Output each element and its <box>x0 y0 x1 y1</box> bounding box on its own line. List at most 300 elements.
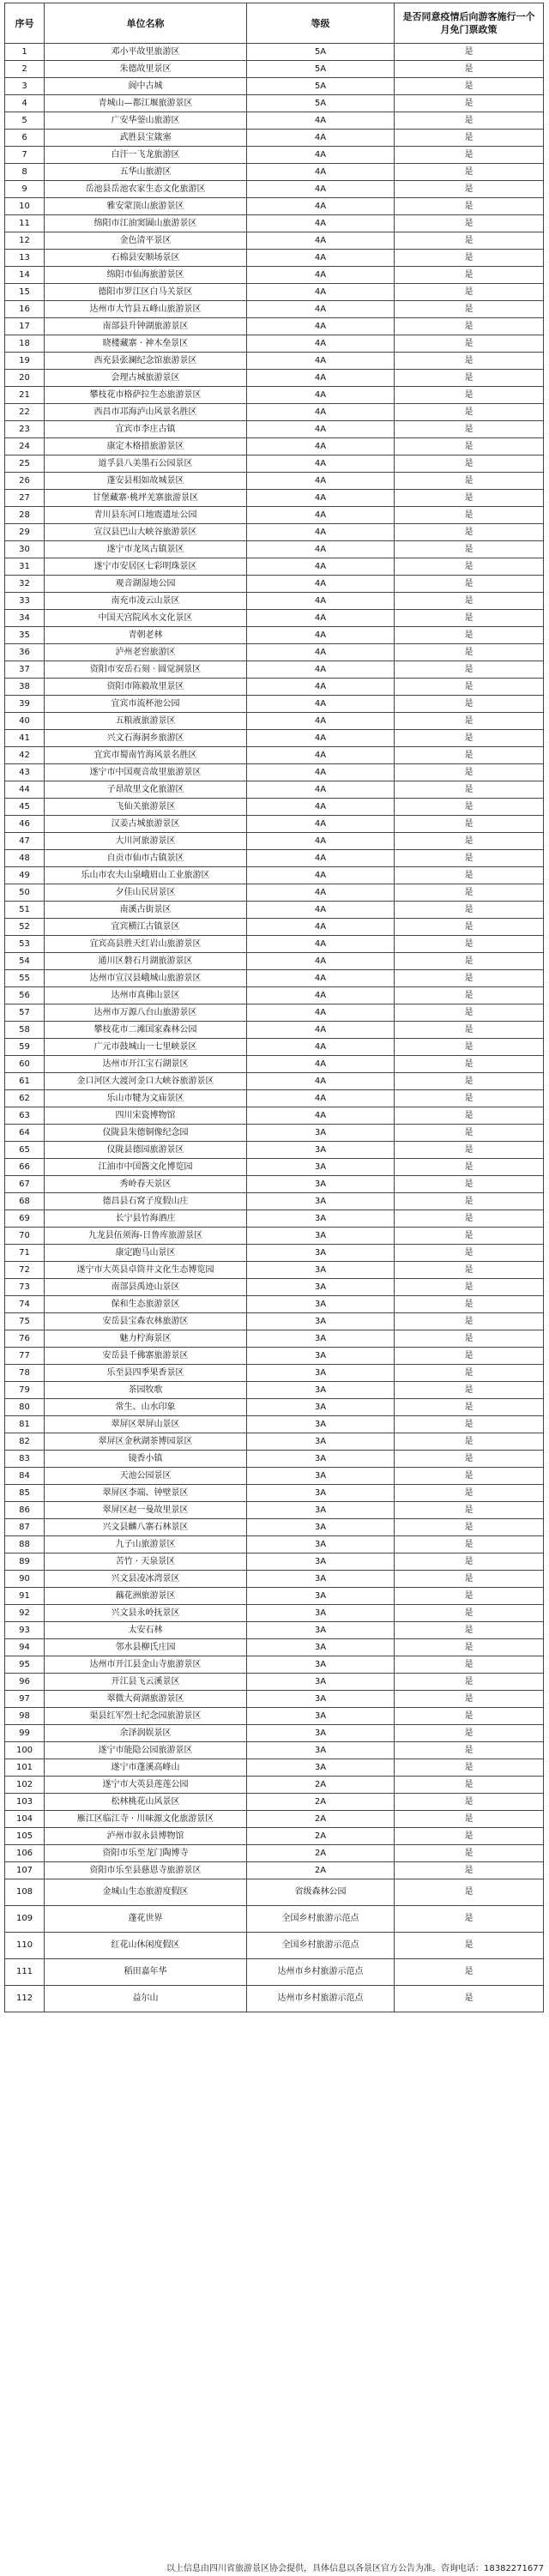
table-row <box>5 610 544 627</box>
cell-unit-name: 翠微大荷湖旅游景区 <box>45 1691 247 1708</box>
cell-unit-name: 九龙县伍须海-日鲁库旅游景区 <box>45 1228 247 1245</box>
cell-index: 80 <box>5 1399 45 1416</box>
cell-index: 75 <box>5 1313 45 1330</box>
table-row <box>5 1107 544 1125</box>
cell-free-policy: 是 <box>395 1986 544 2012</box>
cell-unit-name: 兴文县凌冰湾景区 <box>45 1571 247 1588</box>
cell-grade: 4A <box>247 490 395 507</box>
cell-index: 5 <box>5 112 45 130</box>
table-row <box>5 455 544 473</box>
table-row <box>5 284 544 301</box>
cell-unit-name: 南部县禹迹山景区 <box>45 1279 247 1296</box>
cell-index: 71 <box>5 1245 45 1262</box>
cell-index: 25 <box>5 455 45 473</box>
cell-index: 55 <box>5 970 45 987</box>
cell-unit-name: 兴文石海洞乡旅游区 <box>45 730 247 747</box>
cell-unit-name: 五粮液旅游景区 <box>45 713 247 730</box>
cell-grade: 5A <box>247 78 395 95</box>
cell-grade: 5A <box>247 95 395 112</box>
cell-index: 43 <box>5 764 45 781</box>
cell-free-policy: 是 <box>395 1210 544 1228</box>
cell-index: 42 <box>5 747 45 764</box>
table-row <box>5 1845 544 1862</box>
cell-grade: 3A <box>247 1348 395 1365</box>
cell-unit-name: 阆中古城 <box>45 78 247 95</box>
cell-grade: 4A <box>247 112 395 130</box>
cell-free-policy: 是 <box>395 421 544 438</box>
cell-grade: 4A <box>247 164 395 181</box>
cell-grade: 4A <box>247 250 395 267</box>
table-row <box>5 953 544 970</box>
table-container <box>4 3 543 2012</box>
cell-free-policy: 是 <box>395 1416 544 1433</box>
cell-grade: 3A <box>247 1451 395 1468</box>
cell-index: 108 <box>5 1879 45 1906</box>
cell-free-policy: 是 <box>395 318 544 335</box>
cell-free-policy: 是 <box>395 1485 544 1502</box>
cell-unit-name: 广元市鼓城山一七里峡景区 <box>45 1039 247 1056</box>
cell-unit-name: 甘堡藏寨·桃坪羌寨旅游景区 <box>45 490 247 507</box>
cell-index: 28 <box>5 507 45 524</box>
cell-unit-name: 雅安蒙顶山旅游景区 <box>45 198 247 215</box>
cell-free-policy: 是 <box>395 1262 544 1279</box>
cell-free-policy: 是 <box>395 198 544 215</box>
cell-unit-name: 达州市真佛山景区 <box>45 987 247 1004</box>
table-row <box>5 661 544 679</box>
table-row <box>5 1485 544 1502</box>
cell-grade: 4A <box>247 524 395 541</box>
cell-free-policy: 是 <box>395 1039 544 1056</box>
cell-unit-name: 宜宾市蜀南竹海风景名胜区 <box>45 747 247 764</box>
cell-index: 90 <box>5 1571 45 1588</box>
table-row <box>5 130 544 147</box>
cell-free-policy: 是 <box>395 1245 544 1262</box>
cell-index: 73 <box>5 1279 45 1296</box>
cell-unit-name: 开江县飞云溪景区 <box>45 1674 247 1691</box>
cell-unit-name: 青朝老林 <box>45 627 247 644</box>
cell-free-policy: 是 <box>395 1451 544 1468</box>
table-row <box>5 1862 544 1879</box>
cell-free-policy: 是 <box>395 490 544 507</box>
cell-free-policy: 是 <box>395 902 544 919</box>
table-row <box>5 1777 544 1794</box>
cell-grade: 4A <box>247 198 395 215</box>
cell-free-policy: 是 <box>395 730 544 747</box>
cell-unit-name: 稻田嘉年华 <box>45 1959 247 1986</box>
cell-grade: 4A <box>247 455 395 473</box>
table-row <box>5 1933 544 1959</box>
cell-grade: 4A <box>247 541 395 558</box>
header-row <box>5 3 544 44</box>
cell-unit-name: 安岳县千佛寨旅游景区 <box>45 1348 247 1365</box>
cell-grade: 4A <box>247 421 395 438</box>
cell-free-policy: 是 <box>395 1073 544 1090</box>
cell-unit-name: 晓楼藏寨 · 神木垒景区 <box>45 335 247 353</box>
cell-unit-name: 达州市万源八台山旅游景区 <box>45 1004 247 1022</box>
cell-free-policy: 是 <box>395 44 544 61</box>
table-row <box>5 644 544 661</box>
cell-unit-name: 遂宁市能隐公园旅游景区 <box>45 1742 247 1759</box>
cell-free-policy: 是 <box>395 1828 544 1845</box>
cell-index: 2 <box>5 61 45 78</box>
cell-free-policy: 是 <box>395 1296 544 1313</box>
table-row <box>5 850 544 867</box>
cell-free-policy: 是 <box>395 884 544 902</box>
cell-index: 58 <box>5 1022 45 1039</box>
cell-grade: 3A <box>247 1519 395 1536</box>
table-row <box>5 1959 544 1986</box>
table-row <box>5 1468 544 1485</box>
table-row <box>5 507 544 524</box>
cell-grade: 4A <box>247 730 395 747</box>
cell-grade: 3A <box>247 1330 395 1348</box>
cell-unit-name: 观音湖湿地公园 <box>45 576 247 593</box>
table-row <box>5 1571 544 1588</box>
cell-grade: 3A <box>247 1228 395 1245</box>
cell-index: 112 <box>5 1986 45 2012</box>
cell-unit-name: 安岳县宝森农林旅游区 <box>45 1313 247 1330</box>
cell-grade: 4A <box>247 318 395 335</box>
cell-grade: 4A <box>247 816 395 833</box>
cell-grade: 3A <box>247 1176 395 1193</box>
cell-unit-name: 仪陇县朱德铜像纪念园 <box>45 1125 247 1142</box>
table-row <box>5 1022 544 1039</box>
cell-index: 65 <box>5 1142 45 1159</box>
cell-index: 85 <box>5 1485 45 1502</box>
cell-grade: 达州市乡村旅游示范点 <box>247 1959 395 1986</box>
cell-free-policy: 是 <box>395 1468 544 1485</box>
table-row <box>5 267 544 284</box>
cell-index: 33 <box>5 593 45 610</box>
cell-grade: 3A <box>247 1605 395 1622</box>
cell-grade: 4A <box>247 644 395 661</box>
table-row <box>5 181 544 198</box>
cell-index: 38 <box>5 679 45 696</box>
cell-index: 32 <box>5 576 45 593</box>
table-row <box>5 164 544 181</box>
table-row <box>5 1536 544 1553</box>
cell-free-policy: 是 <box>395 850 544 867</box>
cell-unit-name: 余泽润娱景区 <box>45 1725 247 1742</box>
table-row <box>5 1691 544 1708</box>
cell-grade: 2A <box>247 1845 395 1862</box>
cell-grade: 4A <box>247 1004 395 1022</box>
cell-grade: 3A <box>247 1210 395 1228</box>
table-row <box>5 387 544 404</box>
cell-grade: 4A <box>247 147 395 164</box>
cell-grade: 4A <box>247 181 395 198</box>
cell-free-policy: 是 <box>395 1708 544 1725</box>
cell-grade: 4A <box>247 576 395 593</box>
table-row <box>5 936 544 953</box>
cell-index: 35 <box>5 627 45 644</box>
table-row <box>5 404 544 421</box>
cell-unit-name: 仪陇县德园旅游景区 <box>45 1142 247 1159</box>
table-row <box>5 867 544 884</box>
cell-index: 50 <box>5 884 45 902</box>
cell-index: 6 <box>5 130 45 147</box>
cell-grade: 5A <box>247 44 395 61</box>
table-row <box>5 1433 544 1451</box>
cell-index: 4 <box>5 95 45 112</box>
cell-index: 34 <box>5 610 45 627</box>
cell-index: 106 <box>5 1845 45 1862</box>
cell-free-policy: 是 <box>395 95 544 112</box>
cell-index: 22 <box>5 404 45 421</box>
table-row <box>5 1296 544 1313</box>
cell-grade: 3A <box>247 1674 395 1691</box>
cell-free-policy: 是 <box>395 593 544 610</box>
table-row <box>5 1193 544 1210</box>
cell-index: 99 <box>5 1725 45 1742</box>
cell-grade: 3A <box>247 1125 395 1142</box>
cell-unit-name: 金城山生态旅游度假区 <box>45 1879 247 1906</box>
cell-unit-name: 宜宾市流杯池公园 <box>45 696 247 713</box>
cell-grade: 3A <box>247 1245 395 1262</box>
cell-unit-name: 朱德故里景区 <box>45 61 247 78</box>
cell-unit-name: 白汗一飞龙旅游区 <box>45 147 247 164</box>
table-row <box>5 61 544 78</box>
cell-index: 81 <box>5 1416 45 1433</box>
table-row <box>5 1725 544 1742</box>
header-unit-name: 单位名称 <box>45 3 247 44</box>
cell-index: 89 <box>5 1553 45 1571</box>
cell-grade: 4A <box>247 267 395 284</box>
cell-grade: 4A <box>247 902 395 919</box>
cell-unit-name: 太安石林 <box>45 1622 247 1639</box>
table-row <box>5 970 544 987</box>
table-row <box>5 1605 544 1622</box>
cell-free-policy: 是 <box>395 610 544 627</box>
cell-grade: 3A <box>247 1708 395 1725</box>
cell-free-policy: 是 <box>395 250 544 267</box>
table-row <box>5 764 544 781</box>
cell-unit-name: 金口河区大渡河金口大峡谷旅游景区 <box>45 1073 247 1090</box>
cell-free-policy: 是 <box>395 267 544 284</box>
cell-free-policy: 是 <box>395 1571 544 1588</box>
cell-unit-name: 广安华蓥山旅游区 <box>45 112 247 130</box>
cell-unit-name: 乐至县四季果香景区 <box>45 1365 247 1382</box>
cell-free-policy: 是 <box>395 284 544 301</box>
table-row <box>5 1142 544 1159</box>
cell-grade: 4A <box>247 884 395 902</box>
cell-index: 61 <box>5 1073 45 1090</box>
cell-unit-name: 夕佳山民居景区 <box>45 884 247 902</box>
table-row <box>5 884 544 902</box>
cell-unit-name: 魅力柠海景区 <box>45 1330 247 1348</box>
cell-grade: 4A <box>247 781 395 799</box>
cell-free-policy: 是 <box>395 1605 544 1622</box>
cell-unit-name: 达州市宣汉县峨城山旅游景区 <box>45 970 247 987</box>
cell-index: 10 <box>5 198 45 215</box>
cell-index: 54 <box>5 953 45 970</box>
cell-free-policy: 是 <box>395 1933 544 1959</box>
cell-free-policy: 是 <box>395 507 544 524</box>
cell-grade: 3A <box>247 1536 395 1553</box>
table-row <box>5 1879 544 1906</box>
table-body <box>5 44 544 2012</box>
cell-unit-name: 松林桃花山风景区 <box>45 1794 247 1811</box>
cell-index: 56 <box>5 987 45 1004</box>
cell-free-policy: 是 <box>395 1176 544 1193</box>
cell-free-policy: 是 <box>395 781 544 799</box>
cell-free-policy: 是 <box>395 558 544 576</box>
cell-index: 48 <box>5 850 45 867</box>
table-row <box>5 1399 544 1416</box>
cell-grade: 4A <box>247 130 395 147</box>
cell-grade: 3A <box>247 1656 395 1674</box>
cell-unit-name: 遂宁市大英县卓筒井文化生态博览园 <box>45 1262 247 1279</box>
cell-unit-name: 飞仙关旅游景区 <box>45 799 247 816</box>
cell-grade: 3A <box>247 1142 395 1159</box>
cell-free-policy: 是 <box>395 164 544 181</box>
cell-unit-name: 益尔山 <box>45 1986 247 2012</box>
cell-unit-name: 九子山旅游景区 <box>45 1536 247 1553</box>
table-row <box>5 713 544 730</box>
cell-unit-name: 中国天宫院风水文化景区 <box>45 610 247 627</box>
table-row <box>5 919 544 936</box>
cell-unit-name: 攀枝花市格萨拉生态旅游景区 <box>45 387 247 404</box>
table-row <box>5 747 544 764</box>
cell-free-policy: 是 <box>395 1674 544 1691</box>
cell-grade: 4A <box>247 1073 395 1090</box>
cell-index: 3 <box>5 78 45 95</box>
cell-index: 17 <box>5 318 45 335</box>
cell-free-policy: 是 <box>395 713 544 730</box>
cell-free-policy: 是 <box>395 987 544 1004</box>
cell-free-policy: 是 <box>395 936 544 953</box>
table-row <box>5 524 544 541</box>
cell-unit-name: 兴文县永岭抚景区 <box>45 1605 247 1622</box>
cell-grade: 3A <box>247 1433 395 1451</box>
cell-unit-name: 南部县升钟湖旅游景区 <box>45 318 247 335</box>
cell-index: 16 <box>5 301 45 318</box>
cell-grade: 4A <box>247 558 395 576</box>
cell-index: 93 <box>5 1622 45 1639</box>
cell-grade: 3A <box>247 1399 395 1416</box>
table-row <box>5 541 544 558</box>
cell-index: 97 <box>5 1691 45 1708</box>
cell-free-policy: 是 <box>395 1862 544 1879</box>
cell-unit-name: 邓小平故里旅游区 <box>45 44 247 61</box>
cell-index: 105 <box>5 1828 45 1845</box>
cell-index: 8 <box>5 164 45 181</box>
cell-free-policy: 是 <box>395 130 544 147</box>
cell-unit-name: 遂宁市大英县莲莲公园 <box>45 1777 247 1794</box>
cell-grade: 4A <box>247 1039 395 1056</box>
table-row <box>5 1330 544 1348</box>
cell-free-policy: 是 <box>395 370 544 387</box>
table-row <box>5 1313 544 1330</box>
table-row <box>5 1708 544 1725</box>
cell-unit-name: 遂宁市安居区七彩明珠景区 <box>45 558 247 576</box>
cell-grade: 3A <box>247 1725 395 1742</box>
cell-index: 66 <box>5 1159 45 1176</box>
cell-free-policy: 是 <box>395 232 544 250</box>
footer-text: 以上信息由四川省旅游景区协会提供，具体信息以各景区官方公告为准。咨询电话：18382271677 <box>166 2564 544 2573</box>
cell-unit-name: 绵阳市江油窦圌山旅游景区 <box>45 215 247 232</box>
cell-index: 70 <box>5 1228 45 1245</box>
cell-unit-name: 江油市中国酱文化博览园 <box>45 1159 247 1176</box>
cell-free-policy: 是 <box>395 112 544 130</box>
cell-free-policy: 是 <box>395 387 544 404</box>
cell-grade: 3A <box>247 1759 395 1777</box>
cell-grade: 4A <box>247 438 395 455</box>
cell-grade: 4A <box>247 679 395 696</box>
footer-note <box>0 2563 549 2575</box>
cell-free-policy: 是 <box>395 1022 544 1039</box>
cell-free-policy: 是 <box>395 1399 544 1416</box>
cell-unit-name: 德阳市罗江区白马关景区 <box>45 284 247 301</box>
table-row <box>5 44 544 61</box>
cell-index: 39 <box>5 696 45 713</box>
cell-grade: 4A <box>247 610 395 627</box>
cell-grade: 3A <box>247 1296 395 1313</box>
cell-grade: 4A <box>247 593 395 610</box>
cell-index: 59 <box>5 1039 45 1056</box>
cell-unit-name: 遂宁市龙凤古镇景区 <box>45 541 247 558</box>
table-row <box>5 627 544 644</box>
cell-free-policy: 是 <box>395 1519 544 1536</box>
cell-unit-name: 翠屏区赵一曼故里景区 <box>45 1502 247 1519</box>
cell-index: 57 <box>5 1004 45 1022</box>
cell-free-policy: 是 <box>395 1193 544 1210</box>
cell-index: 87 <box>5 1519 45 1536</box>
cell-index: 23 <box>5 421 45 438</box>
cell-index: 98 <box>5 1708 45 1725</box>
table-row <box>5 301 544 318</box>
cell-free-policy: 是 <box>395 541 544 558</box>
cell-unit-name: 遂宁市蓬溪高峰山 <box>45 1759 247 1777</box>
table-row <box>5 1519 544 1536</box>
cell-unit-name: 泸州市叙永县博物馆 <box>45 1828 247 1845</box>
cell-index: 7 <box>5 147 45 164</box>
cell-index: 88 <box>5 1536 45 1553</box>
cell-unit-name: 金色清平景区 <box>45 232 247 250</box>
cell-index: 96 <box>5 1674 45 1691</box>
cell-index: 91 <box>5 1588 45 1605</box>
cell-unit-name: 通川区磐石月湖旅游景区 <box>45 953 247 970</box>
cell-free-policy: 是 <box>395 1365 544 1382</box>
cell-free-policy: 是 <box>395 1536 544 1553</box>
cell-grade: 4A <box>247 1090 395 1107</box>
table-row <box>5 1125 544 1142</box>
cell-index: 19 <box>5 353 45 370</box>
cell-unit-name: 青川县东河口地震遗址公园 <box>45 507 247 524</box>
cell-unit-name: 武胜县宝箴塞 <box>45 130 247 147</box>
cell-index: 78 <box>5 1365 45 1382</box>
table-row <box>5 1039 544 1056</box>
cell-grade: 4A <box>247 747 395 764</box>
cell-unit-name: 遂宁市中国观音故里旅游景区 <box>45 764 247 781</box>
cell-index: 62 <box>5 1090 45 1107</box>
cell-grade: 2A <box>247 1794 395 1811</box>
cell-index: 12 <box>5 232 45 250</box>
table-row <box>5 1451 544 1468</box>
cell-grade: 4A <box>247 1107 395 1125</box>
cell-free-policy: 是 <box>395 404 544 421</box>
cell-grade: 4A <box>247 799 395 816</box>
cell-free-policy: 是 <box>395 1125 544 1142</box>
cell-grade: 4A <box>247 696 395 713</box>
cell-unit-name: 达州市开江县金山寺旅游景区 <box>45 1656 247 1674</box>
table-row <box>5 1742 544 1759</box>
cell-free-policy: 是 <box>395 301 544 318</box>
cell-grade: 4A <box>247 353 395 370</box>
header-grade: 等级 <box>247 3 395 44</box>
cell-grade: 3A <box>247 1691 395 1708</box>
cell-grade: 4A <box>247 404 395 421</box>
